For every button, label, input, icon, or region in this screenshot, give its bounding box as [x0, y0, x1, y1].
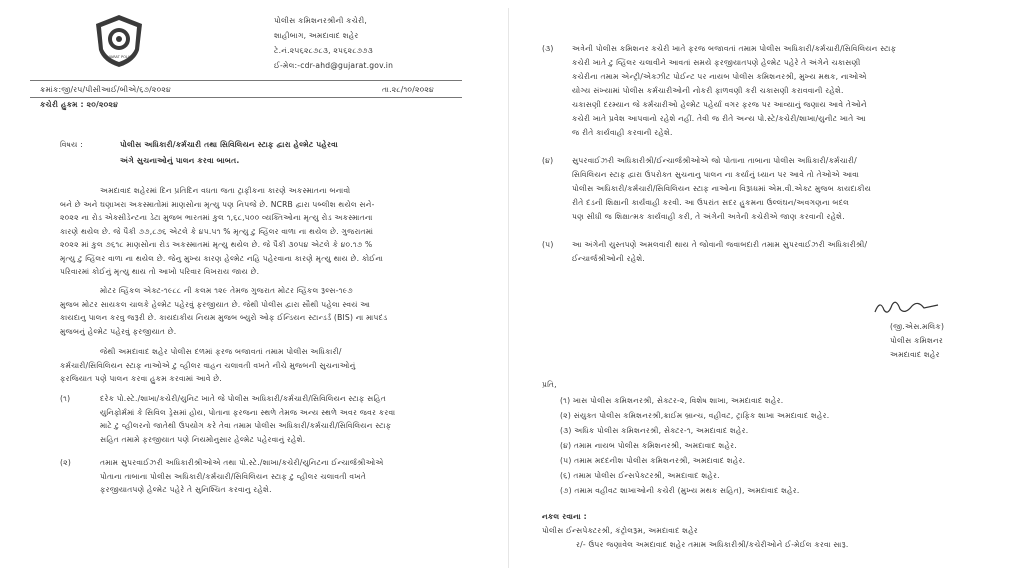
office-phone: ટે.નં.૨૫૬૨૮૭૮૩, ૨૫૬૨૮૭૭૩: [274, 46, 373, 55]
point-line: જ રીતે કાર્યવાહી કરવાની રહેશે.: [572, 128, 673, 137]
subject-label: વિષય :: [60, 140, 83, 149]
copy-to-label: પ્રતિ,: [542, 380, 557, 389]
point-line: કચેરીના તમામ એન્ટ્રી/એક્ઝીટ પોઈન્ટ પર નાયબ પોલીસ કમિશનરશ્રી, મુખ્ય મથક, નાઓએ: [572, 72, 867, 81]
point-number: (૩): [542, 44, 554, 53]
point-line: ઈન્ચાર્જશ્રીઓની રહેશે.: [572, 254, 646, 263]
point-line: યુનિફોર્મમાં કે સિવિલ ડ્રેસમાં હોય, પોતાના ફરજના સ્થળે તેમજ અન્ય સ્થળે અવર જવર કરવા: [100, 407, 396, 417]
copy-to-item: (૪) તમામ નાયબ પોલીસ કમિશનરશ્રી, અમદાવાદ શહેર.: [560, 441, 737, 450]
paragraph-line: અમદાવાદ શહેરમાં દિન પ્રતિદિન વધતા જતા ટ્રાફીકના કારણે અકસ્માતના બનાવો: [100, 186, 351, 195]
copy-to-item: (૩) અધિક પોલીસ કમિશનરશ્રી, સેક્ટર-૧, અમદાવાદ શહેર.: [560, 426, 749, 435]
office-name: પોલીસ કમિશનરશ્રીની કચેરી,: [274, 16, 367, 25]
header-rule: [30, 80, 462, 81]
copy-forward-line-1: પોલીસ ઈન્સપેક્ટરશ્રી, કંટ્રોલરૂમ, અમદાવાદ શહેર: [542, 526, 698, 535]
copy-to-item: (૭) તમામ વહીવટ શાખાઓની કચેરી (મુખ્ય મથક સહિત), અમદાવાદ શહેર.: [560, 486, 800, 495]
copy-to-item: (૫) તમામ મદદનીશ પોલીસ કમિશનરશ્રી, અમદાવાદ શહેર.: [560, 456, 746, 465]
point-line: કચેરી ખાતે પ્રવેશ આપવાનો રહેશે નહીં. તેવી જ રીતે અન્ય પો.સ્ટે/કચેરી/શાખા/યુનીટ ખાતે આ: [572, 114, 866, 123]
point-line: પણ સીધી જ શિક્ષાત્મક કાર્યવાહી કરી, તે અંગેની અત્રેની કચેરીએ જાણ કરવાની રહેશે.: [572, 212, 845, 221]
gujarat-police-emblem-icon: [90, 12, 148, 70]
paragraph-line: કારણે થયેલ છે. જે પૈકી ૭૭,૮૭૬ એટલે કે ૪૫.૫૧ % મૃત્યુ ટુ વ્હિલર વાળા ના થયેલ છે. ગુજરાતમાં: [60, 226, 374, 236]
point-line: પોતાના તાબાના પોલીસ અધિકારી/કર્મચારી/સિવિલિયન સ્ટાફ ટુ વ્હીલર ચલાવતી વખતે: [100, 471, 366, 481]
order-number: કચેરી હુકમ : ૨૦/૨૦૨૪: [40, 100, 119, 109]
page-divider: [508, 8, 509, 568]
copy-forward-label: નકલ રવાના :: [542, 512, 587, 521]
paragraph-line: મુજબનું હેલ્મેટ પહેરવું ફરજીયાત છે.: [60, 326, 177, 336]
point-line: ફરજીયાતપણે હેલ્મેટ પહેરે તે સુનિશ્ચિત કરવાનુ રહેશે.: [100, 485, 272, 494]
paragraph-line: મૃત્યુ ટુ વ્હિલર વાળા ના થયેલ છે. જેનુ મુખ્ય કારણ હેલ્મેટ નહિ પહેરવાના કારણે મૃત્યુ થાય છે. કોઈના: [60, 253, 384, 263]
signatory-name: (જી.એસ.મલિક): [890, 322, 945, 331]
paragraph-line: ૨૦૨૨ ના રોડ એક્સીડેન્ટના ડેટા મુજબ ભારતમાં કુલ ૧,૬૮,૫૦૦ વ્યક્તિઓના મૃત્યુ રોડ અકસ્માતના: [60, 213, 373, 222]
point-line: સિવિલિયન સ્ટાફ દ્વારા ઉપરોક્ત સુચનાનુ પાલન ના કર્યાનું ધ્યાન પર આવે તો તેઓએ આવા: [572, 170, 860, 179]
paragraph-line: બને છે અને ઘણાખરા અકસ્માતોમાં માણસોના મૃત્યુ પણ નિપજે છે. NCRB દ્વારા પબ્લીશ થયેલ સને-: [60, 199, 375, 209]
subject-line-1: પોલીસ અધિકારી/કર્મચારી તથા સિવિલિયન સ્ટાફ દ્વારા હેલ્મેટ પહેરવા: [120, 140, 338, 149]
paragraph-line: જેથી અમદાવાદ શહેર પોલીસ દળમાં ફરજ બજાવતાં તમામ પોલીસ અધિકારી/: [100, 347, 342, 356]
svg-text:GUJARAT POLICE: GUJARAT POLICE: [104, 55, 134, 59]
point-line: આ અંગેની યુસ્તપણે અમલવારી થાય તે જોવાની જવાબદારી તમામ સુપરવાઈઝરી અધિકારીશ્રી/: [572, 240, 868, 249]
copy-to-item: (૧) ખાસ પોલીસ કમિશનરશ્રી, સેક્ટર-૨, વિશેષ શાખા, અમદાવાદ શહેર.: [560, 396, 784, 405]
order-date: તા.૨૮/૧૦/૨૦૨૪: [382, 85, 434, 94]
point-line: સુપરવાઈઝરી અધિકારીશ્રી/ઈન્ચાર્જશ્રીઓએ જો પોતાના તાબાના પોલીસ અધિકારી/કર્મચારી/: [572, 156, 857, 165]
point-line: પોલીસ અધિકારી/કર્મચારી/સિવિલિયન સ્ટાફ નાઓના વિરૂધ્ધમાં એમ.વી.એક્ટ મુજબ કાયદાકીય: [572, 184, 871, 193]
copy-to-item: (૬) તમામ પોલીસ ઈન્સપેક્ટરશ્રી, અમદાવાદ શહેર.: [560, 471, 720, 480]
point-line: તમામ સુપરવાઈઝરી અધિકારીશ્રીઓએ તથા પો.સ્ટે./શાખા/કચેરી/યુનિટના ઈન્ચાર્જશ્રીઓએ: [100, 458, 384, 467]
point-line: કચેરી ખાતે ટુ વ્હિલર ચલાવીને આવતાં સમયે ફરજીયાતપણે હેલ્મેટ પહેરે તે અંગેને ચકાસણી: [572, 58, 861, 67]
point-line: માટે ટુ વ્હીલરનો જાતેથી ઉપયોગ કરે તેવા તમામ પોલીસ અધિકારી/કર્મચારી/સિવિલિયન સ્ટાફ: [100, 421, 392, 430]
order-page-left: [30, 0, 498, 576]
paragraph-line: મોટર વ્હિકલ એક્ટ-૧૯૮૮ ની કલમ ૧૨૯ તેમજ ગુજરાત મોટર વ્હિકલ રૂલ્સ-૧૯૭: [100, 286, 353, 295]
signatory-place: અમદાવાદ શહેર: [890, 350, 940, 359]
office-address: શાહીબાગ, અમદાવાદ શહેર: [274, 31, 359, 40]
point-number: (૪): [542, 156, 554, 165]
paragraph-line: ફરજિયાત પણે પાલન કરવા હુકમ કરવામાં આવે છે.: [60, 374, 222, 383]
order-page-right: [520, 0, 994, 576]
signatory-title: પોલીસ કમિશનર: [890, 336, 943, 345]
point-line: દરેક પો.સ્ટે./શાખા/કચેરી/યુનિટ ખાતે જે પોલીસ અધિકારી/કર્મચારી/સિવિલિયન સ્ટાફ સહિત: [100, 394, 386, 403]
point-line: રીતે દંડની શિક્ષાની કાર્યવાહી કરવી. આ ઉપરાંત સદર હુકમના ઉલ્લંઘન/અવગણના બદલ: [572, 198, 850, 207]
ref-number: ક્રમાંક:જી/રપ/પીસીઆઈ/બીએ/૬૭/૨૦૨૪: [40, 85, 171, 94]
signature-icon: [872, 296, 942, 318]
office-email: ઈ-મેલ:-cdr-ahd@gujarat.gov.in: [274, 61, 394, 70]
copy-to-item: (૨) સંયુક્ત પોલીસ કમિશનરશ્રી,ક્રાઈમ બ્રાન્ચ, વહીવટ, ટ્રાફિક શાખા અમદાવાદ શહેર.: [560, 411, 830, 420]
paragraph-line: ૨૦૨૨ માં કુલ ૭૬૧૮ માણસોના રોડ અકસ્માતમાં મૃત્યુ થયેલ છે. જે પૈકી ૩૦૫૪ એટલે કે ૪૦.૧૭ %: [60, 240, 373, 249]
point-line: ચકાસણી દરમ્યાન જે કર્મચારીઓ હેલ્મેટ પહેર્યા વગર ફરજ પર આવ્યાનું જણાય આવે તેઓને: [572, 100, 867, 109]
point-number: (૫): [542, 240, 554, 249]
paragraph-line: કાયદાનુ પાલન કરવુ જરૂરી છે. કાયદાકીય નિયમ મુજબ બ્યુરો ઓફ ઈન્ડિયન સ્ટાન્ડર્ડ (BIS) ના માપદંડ: [60, 313, 388, 322]
paragraph-line: પરિવારમાં કોઈનું મૃત્યુ થાય તો આખો પરિવાર વિખરાય જાય છે.: [60, 267, 260, 276]
subject-line-2: અંગે સુચનાઓનું પાલન કરવા બાબત.: [120, 156, 240, 165]
point-line: અત્રેની પોલીસ કમિશનર કચેરી ખાતે ફરજ બજાવતાં તમામ પોલીસ અધિકારી/કર્મચારી/સિવિલિયન સ્ટાફ: [572, 44, 897, 53]
header-rule-2: [30, 97, 462, 98]
paragraph-line: કર્મચારી/સિવિલિયન સ્ટાફ નાઓએ ટુ વ્હીલર વાહન ચલાવતી વખતે નીચે મુજબની સુચનાઓનું: [60, 360, 356, 370]
paragraph-line: મુજબ મોટર સાયકલ ચાલકે હેલ્મેટ પહેરવું ફરજીયાત છે. જેથી પોલીસ દ્વારા સૌથી પહેલા સ્વયં આ: [60, 299, 371, 309]
point-line: સહિત તમામે ફરજીયાત પણે નિયમોનુસાર હેલ્મેટ પહેરવાનું રહેશે.: [100, 434, 306, 444]
point-number: (૧): [60, 394, 71, 403]
copy-forward-line-2: ર/- ઉપર જણાવેલ અમદાવાદ શહેર તમામ અધિકારીશ્રી/કચેરીઓને ઈ-મેઈલ કરવા સારૂ.: [576, 540, 849, 549]
point-line: યોગ્ય સંખ્યામાં પોલીસ કર્મચારીઓની નોકરી ફાળવણી કરી ચકાસણી કરાવવાની રહેશે.: [572, 86, 844, 95]
point-number: (૨): [60, 458, 71, 467]
